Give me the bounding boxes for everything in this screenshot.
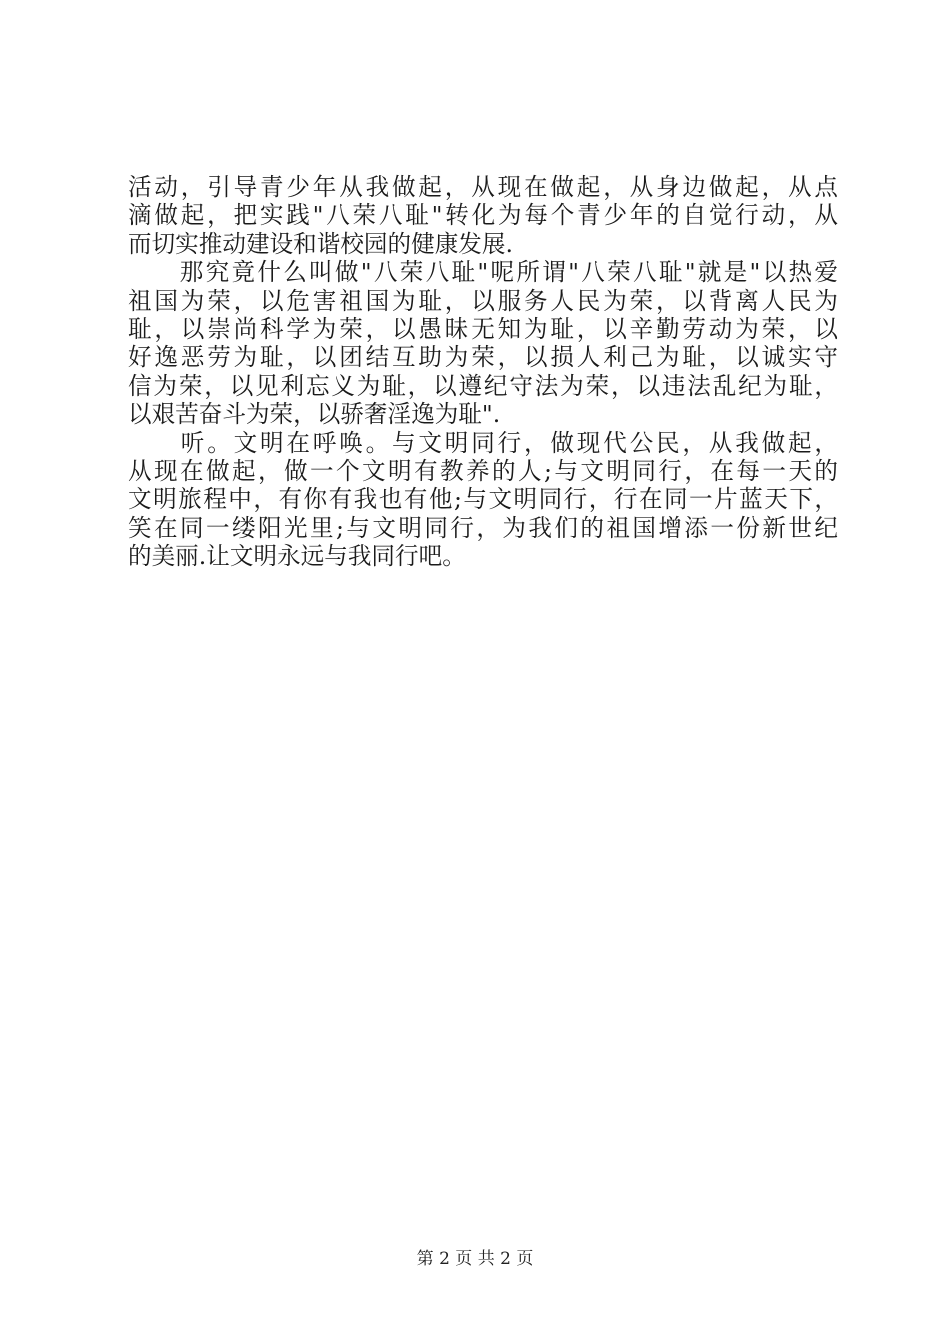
text-line: 活动，引导青少年从我做起，从现在做起，从身边做起，从点 <box>128 173 838 201</box>
text-line: 以艰苦奋斗为荣，以骄奢淫逸为耻". <box>128 400 501 429</box>
text-line: 滴做起，把实践"八荣八耻"转化为每个青少年的自觉行动，从 <box>128 201 838 230</box>
document-body <box>128 173 838 570</box>
text-line: 祖国为荣，以危害祖国为耻，以服务人民为荣，以背离人民为 <box>128 286 838 315</box>
text-line: 听。文明在呼唤。与文明同行，做现代公民，从我做起， <box>128 428 838 457</box>
text-line: 耻，以崇尚科学为荣，以愚昧无知为耻，以辛勤劳动为荣，以 <box>128 314 838 343</box>
text-line: 信为荣，以见利忘义为耻，以遵纪守法为荣，以违法乱纪为耻， <box>128 371 838 400</box>
text-line: 从现在做起，做一个文明有教养的人;与文明同行，在每一天的 <box>128 456 838 485</box>
text-line: 而切实推动建设和谐校园的健康发展. <box>128 229 513 258</box>
text-line: 好逸恶劳为耻，以团结互助为荣，以损人利己为耻，以诚实守 <box>128 343 838 372</box>
text-line: 文明旅程中，有你有我也有他;与文明同行，行在同一片蓝天下， <box>128 485 838 514</box>
text-line: 的美丽.让文明永远与我同行吧。 <box>128 542 466 571</box>
text-line: 那究竟什么叫做"八荣八耻"呢所谓"八荣八耻"就是"以热爱 <box>128 258 838 287</box>
text-line: 笑在同一缕阳光里;与文明同行，为我们的祖国增添一份新世纪 <box>128 513 838 542</box>
page-number-footer: 第 2 页 共 2 页 <box>416 1249 534 1269</box>
